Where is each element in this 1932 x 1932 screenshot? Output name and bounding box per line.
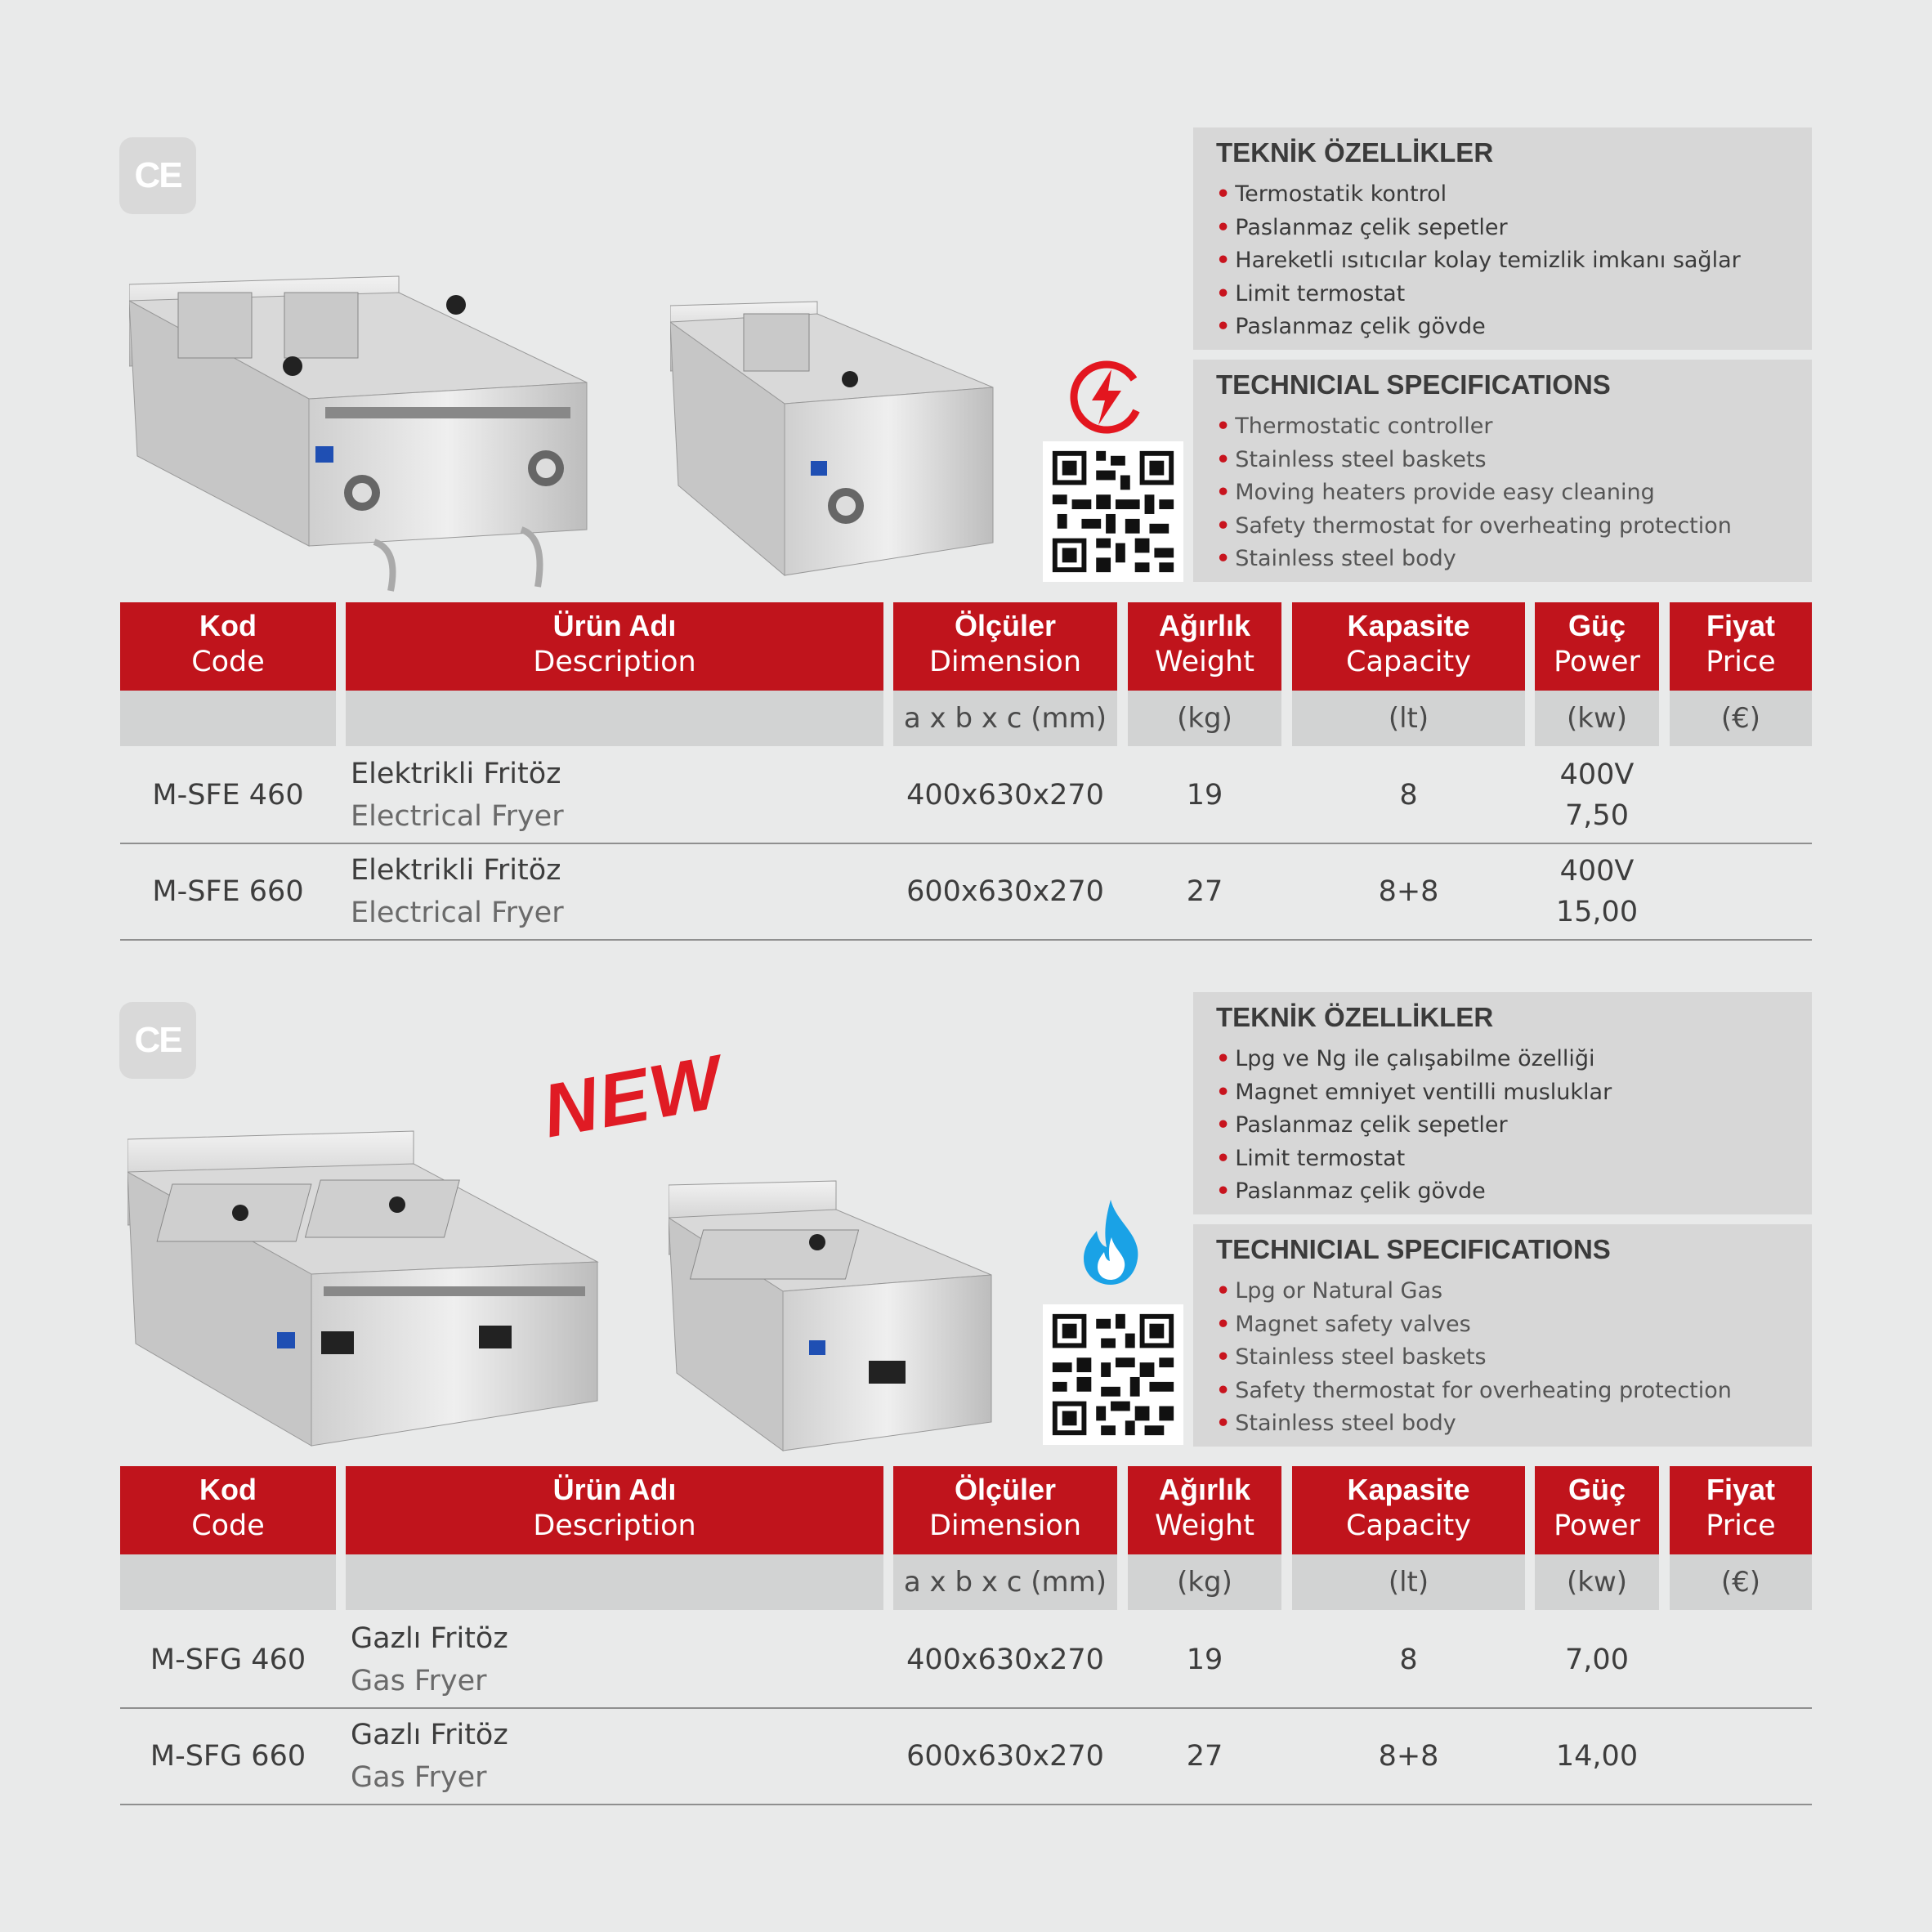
spec-item: • Safety thermostat for overheating protection <box>1216 512 1732 539</box>
gas-flame-icon <box>1077 1198 1144 1286</box>
ce-mark-icon: CE <box>119 137 196 214</box>
header-capacity: Kapasite Capacity <box>1292 1466 1525 1554</box>
cell-dimension: 400x630x270 <box>906 779 1104 812</box>
spec-item: • Paslanmaz çelik gövde <box>1216 1178 1486 1205</box>
unit-price: (€) <box>1670 691 1812 746</box>
unit-code <box>120 691 336 746</box>
spec-item: • Magnet emniyet ventilli musluklar <box>1216 1079 1612 1105</box>
spec-item: • Paslanmaz çelik sepetler <box>1216 1112 1508 1138</box>
cell-description: Gazlı Fritöz Gas Fryer <box>351 1622 508 1697</box>
cell-description: Gazlı Fritöz Gas Fryer <box>351 1719 508 1794</box>
header-code: Kod Code <box>120 1466 336 1554</box>
header-code: Kod Code <box>120 602 336 691</box>
unit-power: (kw) <box>1535 1554 1659 1610</box>
spec-item: • Lpg ve Ng ile çalışabilme özelliği <box>1216 1046 1595 1071</box>
cell-capacity: 8+8 <box>1378 875 1439 908</box>
unit-description <box>346 1554 883 1610</box>
cell-capacity: 8 <box>1399 1644 1418 1676</box>
cell-capacity: 8+8 <box>1378 1740 1439 1773</box>
unit-capacity: (lt) <box>1292 691 1525 746</box>
spec-item: • Paslanmaz çelik gövde <box>1216 314 1486 340</box>
qr-code-icon <box>1043 441 1183 582</box>
header-dimension: Ölçüler Dimension <box>893 602 1117 691</box>
spec-item: • Magnet safety valves <box>1216 1311 1471 1337</box>
cell-power: 400V 15,00 <box>1555 855 1639 928</box>
cell-description: Elektrikli Fritöz Electrical Fryer <box>351 758 564 833</box>
header-weight: Ağırlık Weight <box>1128 602 1281 691</box>
unit-capacity: (lt) <box>1292 1554 1525 1610</box>
unit-power: (kw) <box>1535 691 1659 746</box>
cell-weight: 27 <box>1186 1740 1223 1773</box>
single-gas-fryer-image <box>669 1177 995 1455</box>
spec-box-english <box>1193 360 1812 582</box>
cell-capacity: 8 <box>1399 779 1418 812</box>
spec-item: • Lpg or Natural Gas <box>1216 1278 1443 1304</box>
unit-description <box>346 691 883 746</box>
cell-dimension: 400x630x270 <box>906 1644 1104 1676</box>
spec-item: • Stainless steel baskets <box>1216 1344 1487 1371</box>
spec-item: • Moving heaters provide easy cleaning <box>1216 480 1655 506</box>
cell-weight: 19 <box>1186 1644 1223 1676</box>
spec-title: TEKNİK ÖZELLİKLER <box>1216 137 1494 168</box>
spec-item: • Thermostatic controller <box>1216 414 1493 439</box>
header-description: Ürün Adı Description <box>346 1466 883 1554</box>
header-capacity: Kapasite Capacity <box>1292 602 1525 691</box>
cell-power: 14,00 <box>1555 1740 1639 1773</box>
double-gas-fryer-image <box>127 1123 602 1450</box>
unit-weight: (kg) <box>1128 1554 1281 1610</box>
unit-price: (€) <box>1670 1554 1812 1610</box>
spec-item: • Safety thermostat for overheating protection <box>1216 1377 1732 1403</box>
cell-description: Elektrikli Fritöz Electrical Fryer <box>351 854 564 929</box>
qr-code-icon <box>1043 1304 1183 1445</box>
cell-weight: 19 <box>1186 779 1223 812</box>
spec-title: TECHNICIAL SPECIFICATIONS <box>1216 369 1611 400</box>
unit-dimension: a x b x c (mm) <box>893 1554 1117 1610</box>
header-description: Ürün Adı Description <box>346 602 883 691</box>
cell-price <box>1670 844 1812 939</box>
unit-weight: (kg) <box>1128 691 1281 746</box>
new-badge: NEW <box>536 1040 729 1154</box>
header-price: Fiyat Price <box>1670 602 1812 691</box>
cell-dimension: 600x630x270 <box>906 1740 1104 1773</box>
header-price: Fiyat Price <box>1670 1466 1812 1554</box>
spec-item: • Limit termostat <box>1216 280 1406 306</box>
cell-price <box>1670 1612 1812 1707</box>
cell-power: 7,00 <box>1565 1644 1629 1676</box>
spec-title: TEKNİK ÖZELLİKLER <box>1216 1002 1494 1032</box>
table-row <box>120 1612 1812 1709</box>
header-power: Güç Power <box>1535 602 1659 691</box>
cell-code: M-SFG 660 <box>150 1740 306 1773</box>
spec-item: • Limit termostat <box>1216 1145 1406 1171</box>
spec-item: • Paslanmaz çelik sepetler <box>1216 214 1508 240</box>
header-weight: Ağırlık Weight <box>1128 1466 1281 1554</box>
cell-code: M-SFE 460 <box>152 779 304 812</box>
unit-code <box>120 1554 336 1610</box>
table-row <box>120 748 1812 844</box>
spec-box-turkish <box>1193 992 1812 1214</box>
spec-item: • Hareketli ısıtıcılar kolay temizlik imkanı sağlar <box>1216 248 1741 274</box>
cell-price <box>1670 1709 1812 1804</box>
spec-box-english <box>1193 1224 1812 1447</box>
cell-price <box>1670 748 1812 843</box>
header-dimension: Ölçüler Dimension <box>893 1466 1117 1554</box>
ce-mark-icon: CE <box>119 1002 196 1079</box>
electric-bolt-icon <box>1067 358 1146 436</box>
spec-item: • Termostatik kontrol <box>1216 181 1447 207</box>
single-electric-fryer-image <box>670 297 997 579</box>
cell-weight: 27 <box>1186 875 1223 908</box>
cell-dimension: 600x630x270 <box>906 875 1104 908</box>
table-row <box>120 844 1812 941</box>
spec-item: • Stainless steel baskets <box>1216 446 1487 472</box>
cell-code: M-SFG 460 <box>150 1644 306 1676</box>
cell-power: 400V 7,50 <box>1559 758 1635 832</box>
unit-dimension: a x b x c (mm) <box>893 691 1117 746</box>
cell-code: M-SFE 660 <box>152 875 304 908</box>
double-electric-fryer-image <box>129 260 595 595</box>
spec-title: TECHNICIAL SPECIFICATIONS <box>1216 1234 1611 1264</box>
spec-item: • Stainless steel body <box>1216 546 1456 572</box>
spec-item: • Stainless steel body <box>1216 1411 1456 1437</box>
spec-box-turkish <box>1193 127 1812 350</box>
header-power: Güç Power <box>1535 1466 1659 1554</box>
table-row <box>120 1709 1812 1805</box>
